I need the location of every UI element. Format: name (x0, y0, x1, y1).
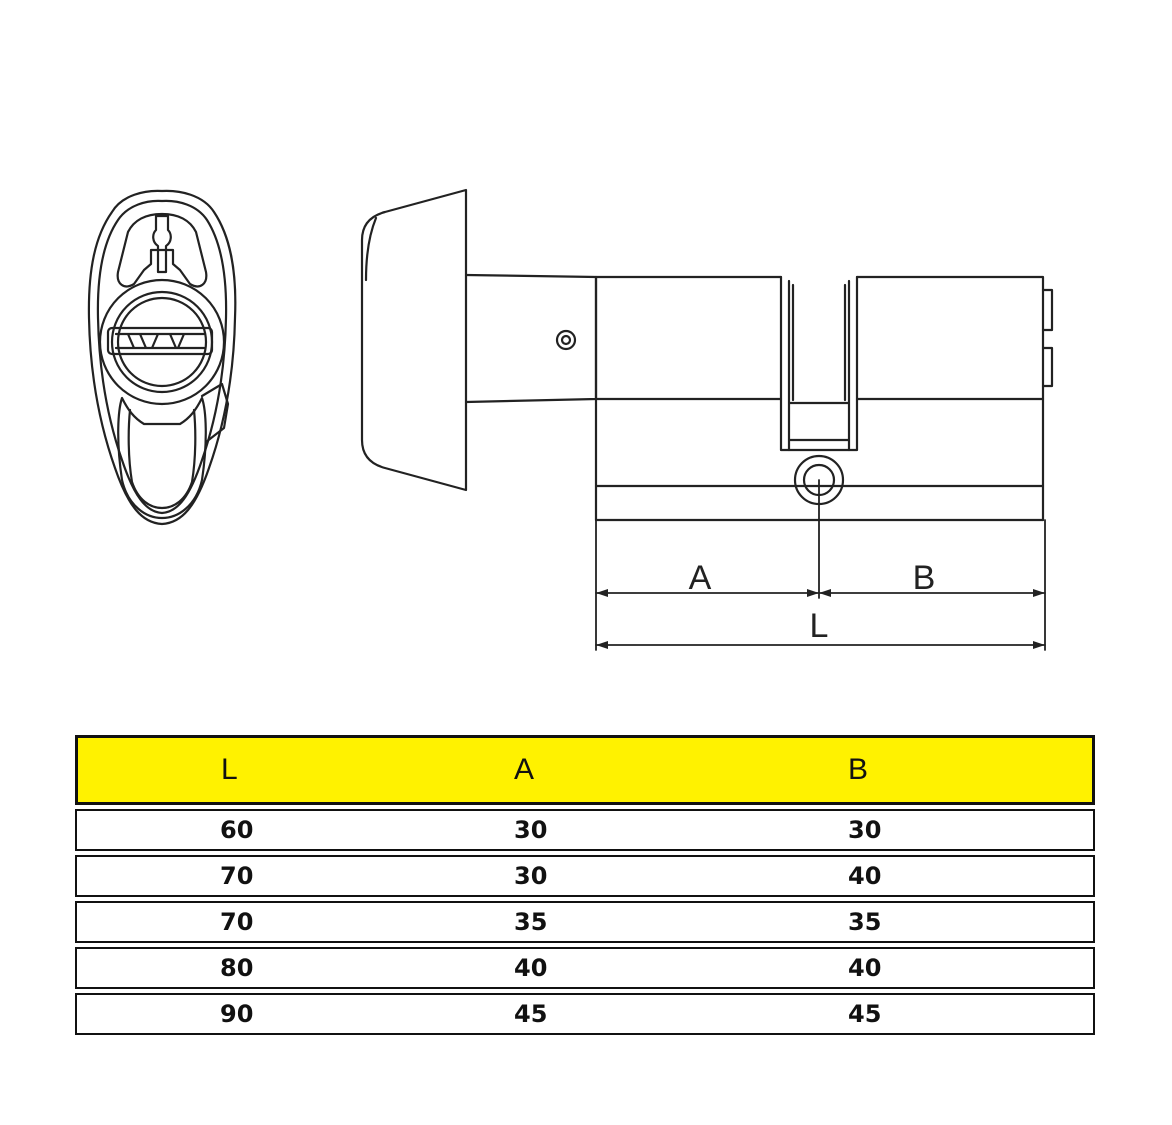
cell-value: 45 (514, 1000, 548, 1028)
header-b-label: B (848, 753, 869, 786)
knob-edge (366, 218, 376, 280)
table-header-row (75, 735, 1095, 805)
stem-pin-inner (562, 336, 570, 344)
cell-l (75, 855, 365, 897)
key-slot (153, 216, 171, 272)
cell-l (75, 901, 365, 943)
header-l-label: L (221, 753, 238, 786)
cell-a (365, 901, 687, 943)
arrow-a-right (807, 589, 819, 597)
dimension-label-a: A (688, 559, 712, 597)
stem-pin-outer (557, 331, 575, 349)
table-row (75, 947, 1095, 989)
body-right (857, 277, 1043, 399)
cell-value: 35 (514, 908, 548, 936)
cell-value: 45 (848, 1000, 882, 1028)
table-row (75, 809, 1095, 851)
end-view-inner-contour (98, 201, 226, 513)
cell-l (75, 809, 365, 851)
dimension-label-b: B (912, 559, 936, 597)
end-view-outer-contour (89, 191, 235, 524)
cell-a (365, 809, 687, 851)
cell-value: 30 (514, 862, 548, 890)
cell-value: 70 (220, 908, 254, 936)
turn-bar-detail (116, 334, 204, 348)
dimension-label-l: L (809, 607, 829, 645)
arrow-b-right (1033, 589, 1045, 597)
cell-a (365, 855, 687, 897)
plug-ring (112, 292, 212, 392)
header-l (75, 735, 365, 805)
header-a-label: A (514, 753, 535, 786)
cell-b (687, 809, 1095, 851)
cell-value: 30 (848, 816, 882, 844)
front-view (362, 190, 1052, 520)
cell-l (75, 947, 365, 989)
cell-b (687, 993, 1095, 1035)
turn-bar (108, 328, 212, 354)
body-left (596, 277, 781, 520)
right-end-cap (1043, 290, 1052, 386)
cell-value: 40 (848, 862, 882, 890)
lower-window (118, 398, 206, 518)
header-b (687, 735, 1095, 805)
cell-value: 40 (848, 954, 882, 982)
cell-value: 60 (220, 816, 254, 844)
end-view (89, 191, 235, 524)
arrow-b-left (819, 589, 831, 597)
cell-b (687, 947, 1095, 989)
arrow-l-left (596, 641, 608, 649)
cell-value: 70 (220, 862, 254, 890)
header-a (365, 735, 687, 805)
size-table-container (75, 735, 1095, 1039)
thumb-turn-knob (362, 190, 466, 490)
table-row (75, 993, 1095, 1035)
cell-value: 30 (514, 816, 548, 844)
arrow-a-left (596, 589, 608, 597)
cell-b (687, 901, 1095, 943)
cell-b (687, 855, 1095, 897)
arrow-l-right (1033, 641, 1045, 649)
cam-block-inner (789, 281, 849, 450)
cell-value: 90 (220, 1000, 254, 1028)
cell-a (365, 947, 687, 989)
cell-a (365, 993, 687, 1035)
upper-window (118, 214, 207, 286)
cell-value: 80 (220, 954, 254, 982)
cell-value: 35 (848, 908, 882, 936)
cell-value: 40 (514, 954, 548, 982)
table-row (75, 855, 1095, 897)
table-row (75, 901, 1095, 943)
cell-l (75, 993, 365, 1035)
knob-stem (466, 275, 596, 402)
size-table (75, 731, 1095, 1039)
